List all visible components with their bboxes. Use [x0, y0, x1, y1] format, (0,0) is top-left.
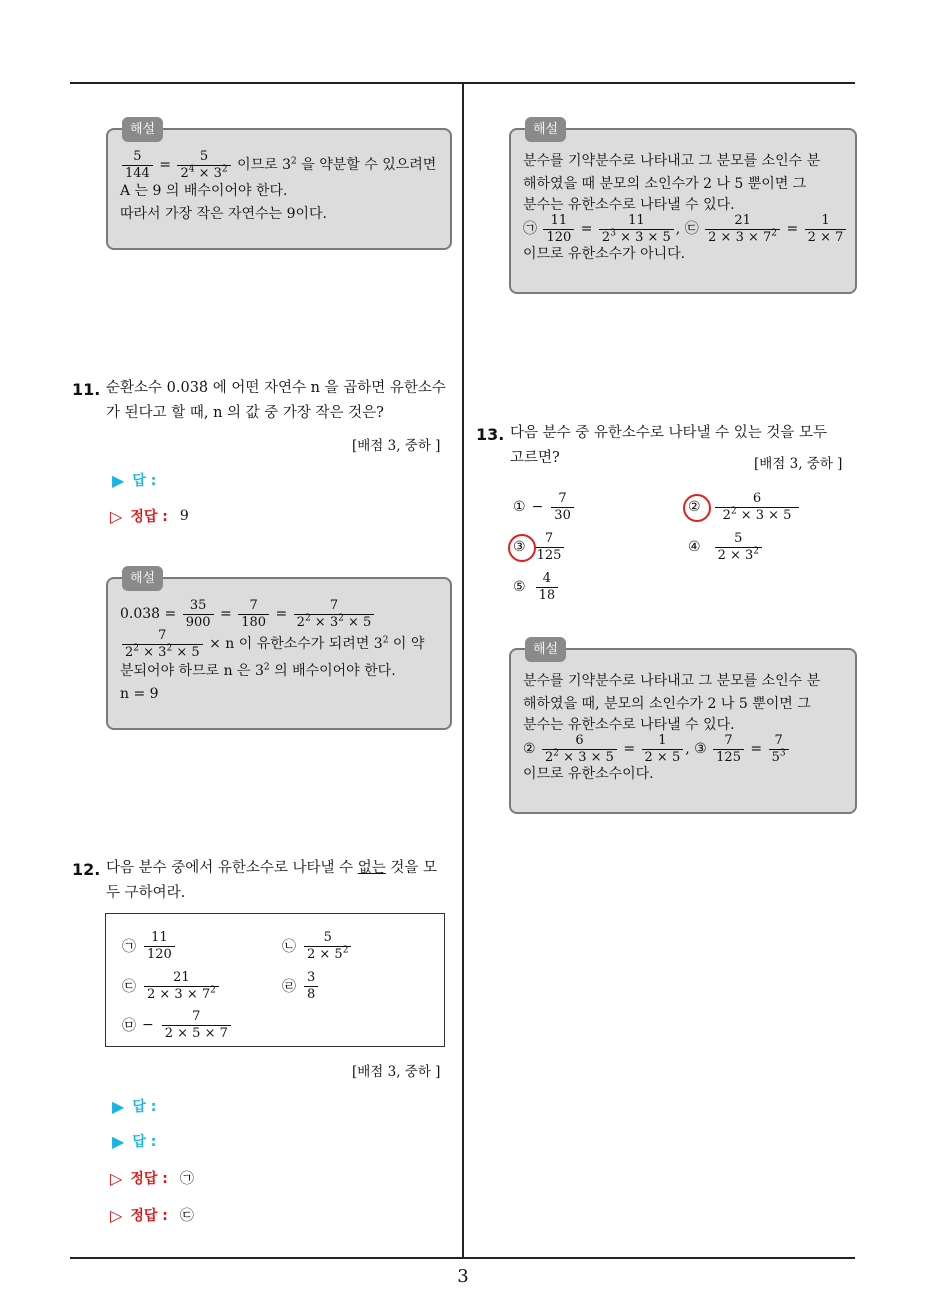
option-4[interactable]: ④ $\frac{5}{2 \times 3^2}$: [688, 532, 764, 562]
play-icon: ▶: [112, 470, 125, 490]
option-5[interactable]: ⑤ $\frac{4}{18}$: [513, 572, 560, 602]
answer-field[interactable]: ▶ 답 :: [112, 470, 157, 490]
solution-box-right-top: [509, 122, 857, 294]
choice-item: ㉣ $\frac{3}{8}$: [282, 971, 320, 1001]
fraction: $\frac{6}{2^2 \times 3 \times 5}$: [715, 492, 800, 522]
correct-answer: ▷ 정답 : ㉠: [110, 1168, 194, 1188]
choice-item: ㉡ $\frac{5}{2 \times 5^2}$: [282, 931, 353, 961]
fraction: $\frac{5}{144}$: [122, 150, 153, 180]
score-meta: [배점 3, 중하 ]: [352, 1064, 441, 1080]
choice-item: ㉤ − $\frac{7}{2 \times 5 \times 7}$: [122, 1010, 233, 1040]
solution-line: 이므로 유한소수이다.: [523, 765, 654, 782]
solution-tag: 해설: [525, 117, 566, 142]
solution-line: 0.038̇ = $\frac{35}{900}$ = $\frac{7}{180}$ = $\frac{7}{2^2 \times 3^2 \times 5}$: [120, 599, 438, 629]
solution-line: ② $\frac{6}{2^2 \times 3 \times 5}$ = $\frac{1}{2 \times 5}$ , ③ $\frac{7}{125}$ = $\frac{7}{5^3}$: [523, 734, 843, 764]
solution-tag: 해설: [122, 566, 163, 591]
solution-line: 분수는 유한소수로 나타낼 수 있다.: [523, 197, 735, 214]
solution-line: 해하였을 때 분모의 소인수가 2 나 5 뿐이면 그: [523, 176, 807, 193]
page-number: 3: [457, 1266, 469, 1287]
solution-line: 따라서 가장 작은 자연수는 9이다.: [120, 206, 327, 223]
solution-line: $\frac{7}{2^2 \times 3^2 \times 5}$ × n 이 유한소수가 되려면 $3^2$ 이 약: [120, 629, 438, 659]
fraction: $\frac{5}{2 \times 3^2}$: [715, 532, 762, 562]
choice-item: ㉠ $\frac{11}{120}$: [122, 931, 177, 961]
fraction: $\frac{5}{2^4 \times 3^2}$: [177, 150, 230, 180]
option-2[interactable]: [688, 492, 801, 522]
choice-item: ㉢ $\frac{21}{2 \times 3 \times 7^2}$: [122, 971, 221, 1001]
question-number: 12.: [72, 860, 101, 879]
solution-line: 해하였을 때, 분모의 소인수가 2 나 5 뿐이면 그: [523, 696, 811, 713]
play-icon: ▶: [112, 1096, 125, 1116]
solution-line: 분수를 기약분수로 나타내고 그 분모를 소인수 분: [523, 153, 821, 169]
play-outline-icon: ▷: [110, 1168, 123, 1188]
solution-box-q10: [106, 122, 452, 250]
question-text: 다음 분수 중 유한소수로 나타낼 수 있는 것을 모두 고르면?: [510, 425, 828, 467]
answer-field[interactable]: ▶ 답 :: [112, 1096, 157, 1116]
question-text: 다음 분수 중에서 유한소수로 나타낼 수 없는 것을 모 두 구하여라.: [106, 860, 438, 902]
option-1[interactable]: ① − $\frac{7}{30}$: [513, 492, 576, 522]
option-3[interactable]: [513, 532, 566, 562]
play-outline-icon: ▷: [110, 506, 123, 526]
solution-line: ㉠ $\frac{11}{120}$ = $\frac{11}{2^3 \times 3 \times 5}$ , ㉢ $\frac{21}{2 \times 3 \times 7^2}$ = $\frac{1}{2 \times 7}$: [523, 214, 843, 244]
solution-box-q11: [106, 571, 452, 730]
correct-answer: ▷ 정답 : 9: [110, 506, 189, 526]
solution-line: 분수는 유한소수로 나타낼 수 있다.: [523, 717, 735, 734]
column-divider: [462, 83, 464, 1259]
play-icon: ▶: [112, 1131, 125, 1151]
bottom-rule: [70, 1257, 855, 1259]
play-outline-icon: ▷: [110, 1205, 123, 1225]
fraction: $\frac{7}{30}$: [551, 492, 574, 522]
solution-box-q13: [509, 642, 857, 814]
solution-line: A 는 9 의 배수이어야 한다.: [120, 183, 288, 200]
solution-line: 분수를 기약분수로 나타내고 그 분모를 소인수 분: [523, 673, 821, 689]
solution-line: 분되어야 하므로 n 은 $3^2$ 의 배수이어야 한다.: [120, 661, 396, 679]
solution-tag: 해설: [122, 117, 163, 142]
score-meta: [배점 3, 중하 ]: [754, 456, 843, 472]
correct-answer: ▷ 정답 : ㉢: [110, 1205, 194, 1225]
solution-line: $\frac{5}{144}$ = $\frac{5}{2^4 \times 3^2}$ 이므로 $3^2$ 을 약분할 수 있으려면: [120, 150, 438, 180]
fraction: $\frac{4}{18}$: [536, 572, 559, 602]
question-text: 순환소수 0.038̇ 에 어떤 자연수 n 을 곱하면 유한소수 가 된다고 할 때, n 의 값 중 가장 작은 것은?: [106, 380, 446, 422]
score-meta: [배점 3, 중하 ]: [352, 438, 441, 454]
question-number: 11.: [72, 380, 101, 399]
answer-field[interactable]: ▶ 답 :: [112, 1131, 157, 1151]
selected-circle-mark: ②: [688, 499, 701, 516]
fraction: $\frac{7}{125}$: [534, 532, 565, 562]
selected-circle-mark: ③: [513, 539, 526, 556]
solution-tag: 해설: [525, 637, 566, 662]
question-number: 13.: [476, 425, 505, 444]
solution-line: 이므로 유한소수가 아니다.: [523, 245, 686, 262]
solution-line: n = 9: [120, 685, 159, 702]
